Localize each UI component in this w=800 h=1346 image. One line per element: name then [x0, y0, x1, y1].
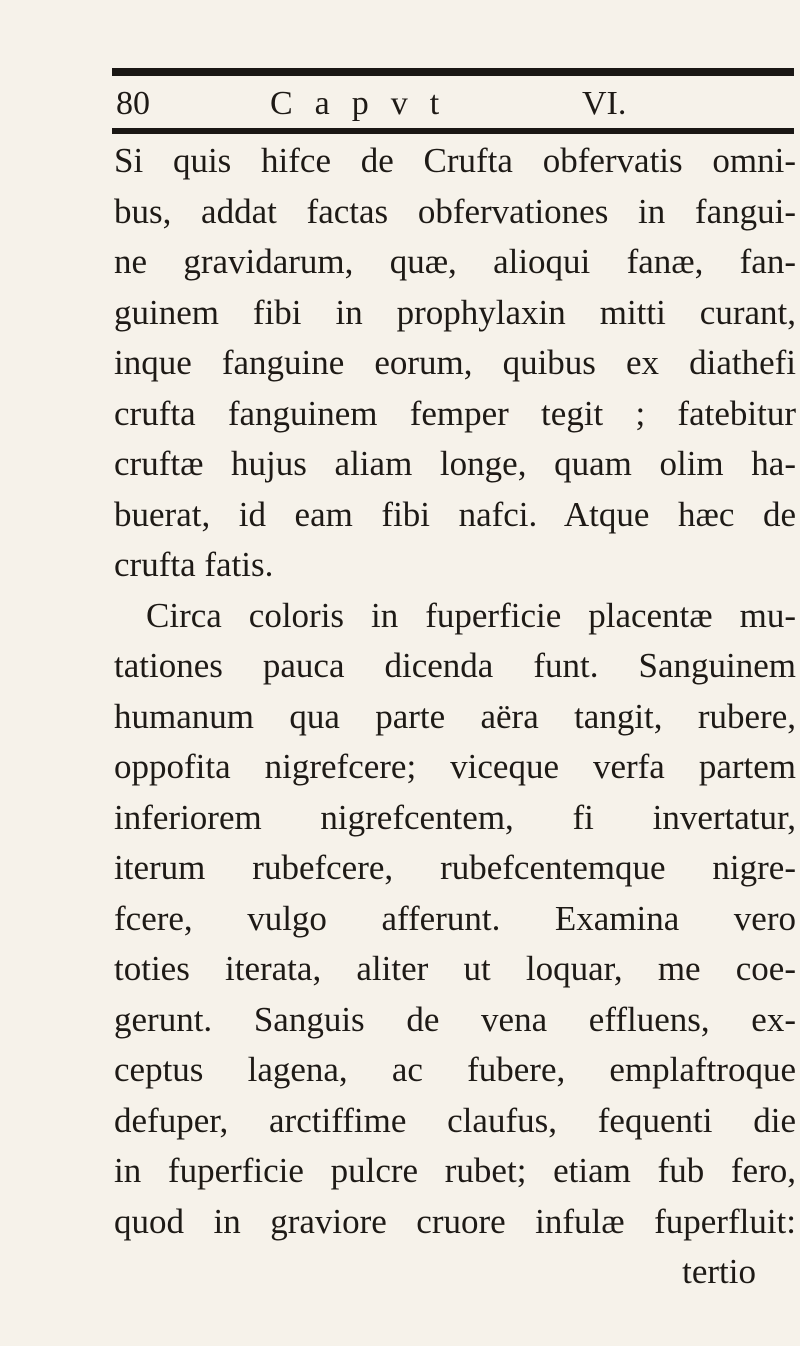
text-line: bus, addat factas obfervationes in fangui- [114, 191, 796, 231]
paragraph-start-line: Circa coloris in fuperficie placentæ mu- [146, 595, 796, 635]
header-rule-top [112, 68, 794, 76]
text-line: guinem fibi in prophylaxin mitti curant, [114, 292, 796, 332]
text-line: tationes pauca dicenda funt. Sanguinem [114, 646, 796, 685]
text-line: fcere, vulgo afferunt. Examina vero [114, 898, 796, 938]
catchword: tertio [682, 1252, 756, 1291]
header-rule-bottom [112, 128, 794, 134]
text-line: quod in graviore cruore infulæ fuperfluit: [114, 1201, 796, 1241]
text-line: defuper, arctiffime claufus, fequenti die [114, 1100, 796, 1140]
text-line: gerunt. Sanguis de vena effluens, ex- [114, 999, 796, 1039]
body-text [114, 136, 796, 1298]
running-head: Capvt [270, 85, 462, 122]
text-line: oppofita nigrefcere; viceque verfa partem [114, 747, 796, 786]
text-line: crufta fanguinem femper tegit ; fatebitur [114, 393, 796, 433]
chapter-number: VI. [582, 85, 627, 122]
text-line: crufta fatis. [114, 545, 274, 584]
text-line: in fuperficie pulcre rubet; etiam fub fero, [114, 1151, 796, 1190]
text-line: Si quis hifce de Crufta obfervatis omni- [114, 141, 796, 180]
page-number: 80 [116, 85, 150, 122]
text-line: humanum qua parte aëra tangit, rubere, [114, 696, 796, 736]
text-line: buerat, id eam fibi nafci. Atque hæc de [114, 494, 796, 534]
text-line: ceptus lagena, ac fubere, emplaftroque [114, 1050, 796, 1089]
page-header [112, 78, 794, 124]
text-line: inque fanguine eorum, quibus ex diathefi [114, 343, 796, 382]
text-line: inferiorem nigrefcentem, fi invertatur, [114, 797, 796, 837]
text-line: ne gravidarum, quæ, alioqui fanæ, fan- [114, 242, 796, 281]
text-line: cruftæ hujus aliam longe, quam olim ha- [114, 444, 796, 483]
text-line: iterum rubefcere, rubefcentemque nigre- [114, 848, 796, 887]
text-line: toties iterata, aliter ut loquar, me coe- [114, 949, 796, 988]
